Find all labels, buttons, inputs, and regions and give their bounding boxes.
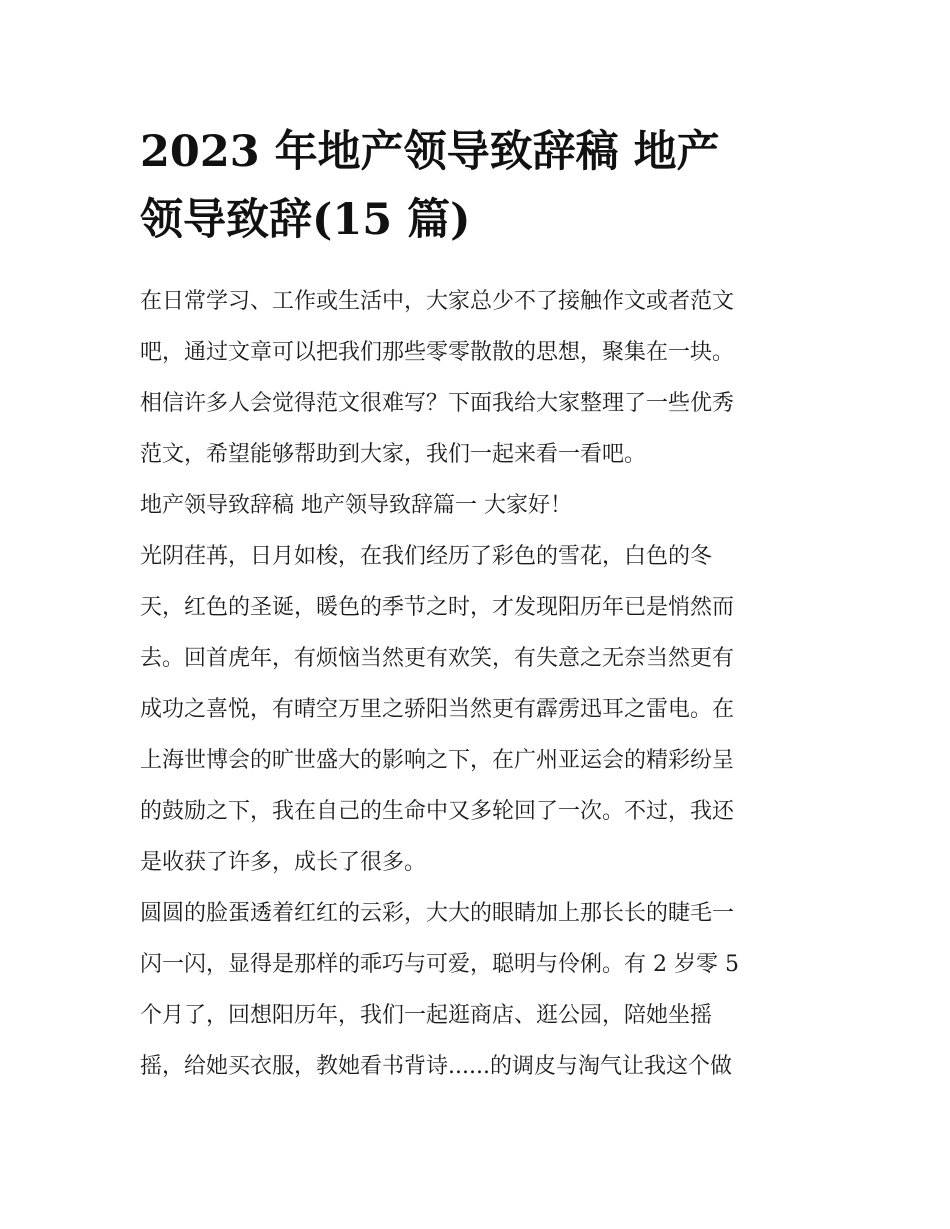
text-line: 光阴荏苒，日月如梭，在我们经历了彩色的雪花，白色的冬 xyxy=(140,544,713,569)
text-line: 圆圆的脸蛋透着红红的云彩，大大的眼睛加上那长长的睫毛一 xyxy=(140,901,735,926)
document-body xyxy=(140,276,812,1092)
text-line: 的鼓励之下，我在自己的生命中又多轮回了一次。不过，我还 xyxy=(140,799,735,824)
text-line: 摇，给她买衣服，教她看书背诗......的调皮与淘气让我这个做 xyxy=(140,1054,732,1079)
title-line: 领导致辞(15 篇) xyxy=(140,195,471,245)
text-line: 个月了，回想阳历年，我们一起逛商店、逛公园，陪她坐摇 xyxy=(140,1003,713,1028)
text-line: 是收获了许多，成长了很多。 xyxy=(140,850,427,875)
text-line: 地产领导致辞稿 地产领导致辞篇一 大家好！ xyxy=(140,493,572,518)
text-line: 上海世博会的旷世盛大的影响之下，在广州亚运会的精彩纷呈 xyxy=(140,748,735,773)
document-title xyxy=(140,118,812,254)
text-line: 去。回首虎年，有烦恼当然更有欢笑，有失意之无奈当然更有 xyxy=(140,646,735,671)
text-line: 闪一闪，显得是那样的乖巧与可爱，聪明与伶俐。有 2 岁零 5 xyxy=(140,952,739,977)
paragraph-body-1 xyxy=(140,531,812,888)
title-line: 2023 年地产领导致辞稿 地产 xyxy=(140,127,720,177)
paragraph-body-2 xyxy=(140,888,812,1092)
document-content xyxy=(140,118,812,1092)
text-line: 相信许多人会觉得范文很难写？下面我给大家整理了一些优秀 xyxy=(140,391,735,416)
text-line: 在日常学习、工作或生活中，大家总少不了接触作文或者范文 xyxy=(140,289,735,314)
text-line: 范文，希望能够帮助到大家，我们一起来看一看吧。 xyxy=(140,442,647,467)
paragraph-section-heading xyxy=(140,480,812,531)
text-line: 天，红色的圣诞，暖色的季节之时，才发现阳历年已是悄然而 xyxy=(140,595,735,620)
text-line: 吧，通过文章可以把我们那些零零散散的思想，聚集在一块。 xyxy=(140,340,735,365)
paragraph-intro xyxy=(140,276,812,480)
text-line: 成功之喜悦，有晴空万里之骄阳当然更有霹雳迅耳之雷电。在 xyxy=(140,697,735,722)
